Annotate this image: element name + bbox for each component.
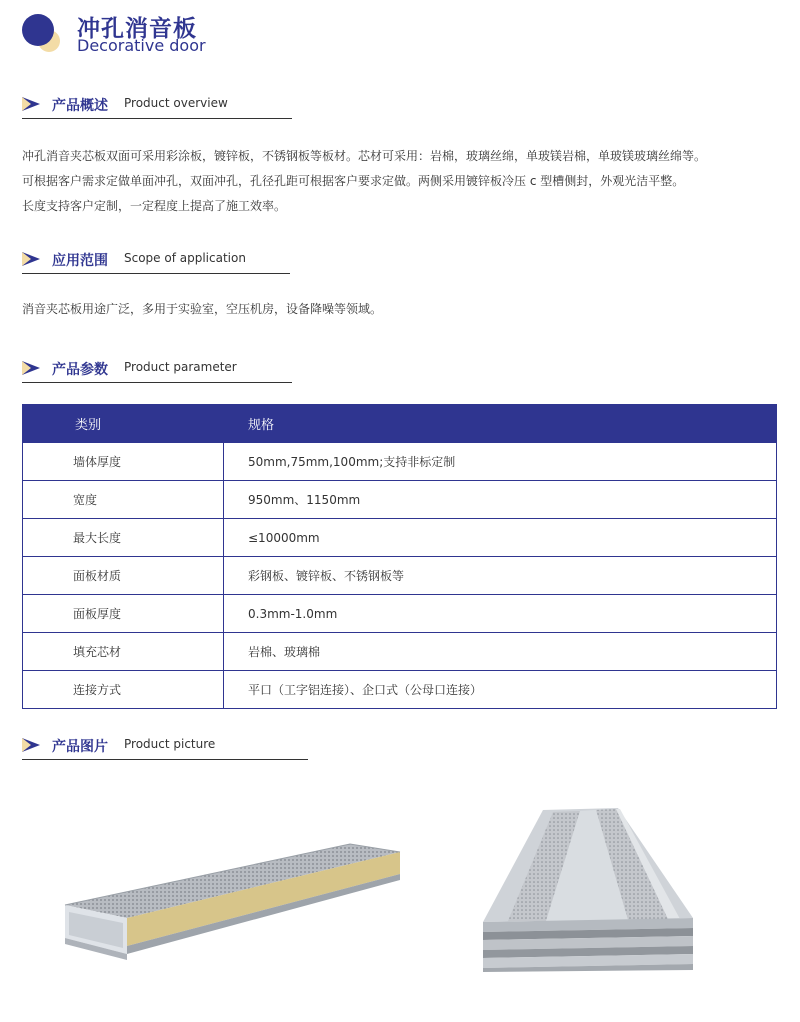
application-text: 消音夹芯板用途广泛，多用于实验室，空压机房，设备降噪等领域。	[22, 302, 383, 316]
section-title-en: Product parameter	[124, 360, 237, 374]
table-cell: 平口（工字铝连接）、企口式（公母口连接）	[224, 671, 777, 709]
table-cell: 填充芯材	[23, 633, 224, 671]
logo-icon	[22, 14, 64, 56]
table-row	[23, 671, 777, 709]
page-title: 冲孔消音板	[77, 16, 197, 42]
table-cell: 0.3mm-1.0mm	[224, 595, 777, 633]
section-title-en: Product overview	[124, 96, 228, 110]
section-title-cn: 应用范围	[52, 253, 108, 269]
triangle-arrow-icon	[22, 738, 40, 752]
section-title-en: Scope of application	[124, 251, 246, 265]
product-photo-stack	[468, 800, 708, 975]
parameter-table	[22, 404, 777, 709]
section-title-cn: 产品参数	[52, 362, 108, 378]
table-cell: 最大长度	[23, 519, 224, 557]
page-header	[22, 10, 422, 60]
table-cell: 50mm,75mm,100mm;支持非标定制	[224, 443, 777, 481]
overview-line: 冲孔消音夹芯板双面可采用彩涂板，镀锌板，不锈钢板等板材。芯材可采用：岩棉，玻璃丝绵，单玻镁岩棉，单玻镁玻璃丝绵等。	[22, 149, 707, 163]
table-cell: 面板厚度	[23, 595, 224, 633]
table-cell: 岩棉、玻璃棉	[224, 633, 777, 671]
section-title-en: Product picture	[124, 737, 216, 751]
triangle-arrow-icon	[22, 361, 40, 375]
overview-line: 可根据客户需求定做单面冲孔，双面冲孔，孔径孔距可根据客户要求定做。两侧采用镀锌板冷压 c 型槽侧封，外观光洁平整。	[22, 174, 685, 188]
overview-line: 长度支持客户定制，一定程度上提高了施工效率。	[22, 199, 287, 213]
table-row	[23, 595, 777, 633]
table-cell: 950mm、1150mm	[224, 481, 777, 519]
column-header-spec: 规格	[224, 405, 777, 443]
table-cell: 彩钢板、镀锌板、不锈钢板等	[224, 557, 777, 595]
table-cell: 面板材质	[23, 557, 224, 595]
section-title-cn: 产品图片	[52, 739, 108, 755]
section-application-heading	[22, 250, 290, 274]
column-header-category: 类别	[23, 405, 224, 443]
table-row	[23, 443, 777, 481]
section-title-cn: 产品概述	[52, 98, 108, 114]
table-row	[23, 519, 777, 557]
section-overview-heading	[22, 95, 292, 119]
table-row	[23, 633, 777, 671]
page-subtitle: Decorative door	[77, 36, 206, 55]
section-picture-heading	[22, 736, 308, 760]
product-photo-panel	[55, 830, 415, 970]
section-parameter-heading	[22, 359, 292, 383]
triangle-arrow-icon	[22, 97, 40, 111]
table-header-row	[23, 405, 777, 443]
table-row	[23, 557, 777, 595]
table-cell: 墙体厚度	[23, 443, 224, 481]
table-cell: 宽度	[23, 481, 224, 519]
table-cell: ≤10000mm	[224, 519, 777, 557]
triangle-arrow-icon	[22, 252, 40, 266]
overview-text	[22, 144, 792, 219]
table-cell: 连接方式	[23, 671, 224, 709]
table-row	[23, 481, 777, 519]
